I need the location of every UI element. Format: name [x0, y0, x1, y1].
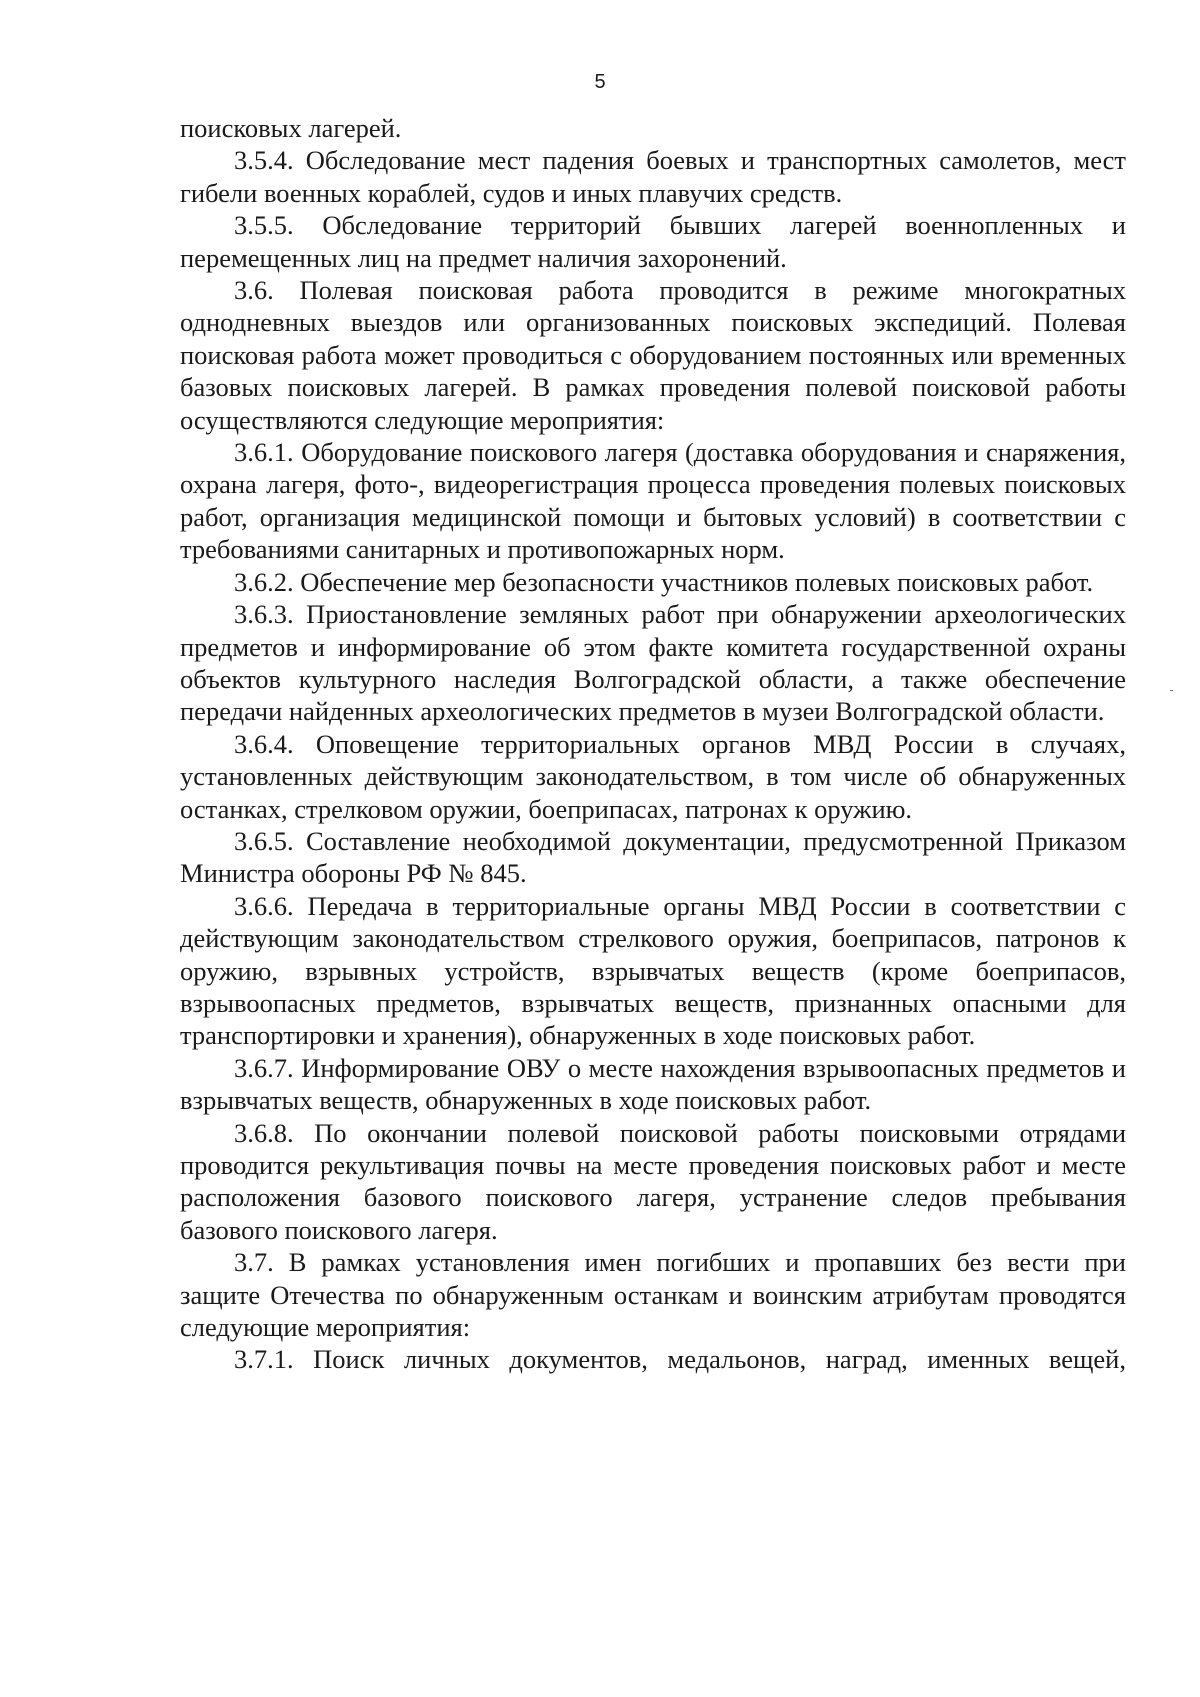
document-body: [180, 112, 1126, 1376]
paragraph-continuation: поисковых лагерей.: [180, 113, 402, 143]
paragraph-3-6: 3.6. Полевая поисковая работа проводится в режиме многократных однодневных выездов или организованных поисковых экспедиций. Полевая поисковая работа может проводиться с оборудованием постоянных или временных базовых поисковых лагерей. В рамках проведения полевой поисковой работы осуществляются следующие мероприятия:: [180, 275, 1126, 435]
paragraph-3-6-5: 3.6.5. Составление необходимой документации, предусмотренной Приказом Министра обороны РФ № 845.: [180, 825, 1126, 889]
paragraph-3-5-4: 3.5.4. Обследование мест падения боевых и транспортных самолетов, мест гибели военных кораблей, судов и иных плавучих средств.: [180, 145, 1126, 208]
paragraph-3-6-1: 3.6.1. Оборудование поискового лагеря (доставка оборудования и снаряжения, охрана лагеря, фото-, видеорегистрация процесса проведения полевых поисковых работ, организация медицинской помощи и бытовых условий) в соответствии с требованиями санитарных и противопожарных норм.: [180, 437, 1126, 565]
paragraph-3-6-7: 3.6.7. Информирование ОВУ о месте нахождения взрывоопасных предметов и взрывчатых веществ, обнаруженных в ходе поисковых работ.: [180, 1052, 1126, 1116]
scan-mark: [1170, 690, 1173, 691]
paragraph-3-5-5: 3.5.5. Обследование территорий бывших лагерей военнопленных и перемещенных лиц на предмет наличия захоронений.: [180, 210, 1126, 273]
page-number: 5: [594, 71, 606, 93]
paragraph-3-6-3: 3.6.3. Приостановление земляных работ при обнаружении археологических предметов и информирование об этом факте комитета государственной охраны объектов культурного наследия Волгоградской области, а также обеспечение передачи найденных археологических предметов в музеи Волгоградской области.: [180, 599, 1126, 727]
paragraph-3-6-2: 3.6.2. Обеспечение мер безопасности участников полевых поисковых работ.: [234, 566, 1094, 597]
paragraph-3-6-4: 3.6.4. Оповещение территориальных органов МВД России в случаях, установленных действующим законодательством, в том числе об обнаруженных останках, стрелковом оружии, боеприпасах, патронах к оружию.: [180, 728, 1126, 824]
paragraph-3-6-6: 3.6.6. Передача в территориальные органы МВД России в соответствии с действующим законодательством стрелкового оружия, боеприпасов, патронов к оружию, взрывных устройств, взрывчатых веществ (кроме боеприпасов, взрывоопасных предметов, взрывчатых веществ, признанных опасными для транспортировки и хранения), обнаруженных в ходе поисковых работ.: [180, 890, 1126, 1051]
paragraph-3-7-1: 3.7.1. Поиск личных документов, медальонов, наград, именных вещей,: [234, 1344, 1126, 1375]
paragraph-3-7: 3.7. В рамках установления имен погибших и пропавших без вести при защите Отечества по обнаруженным останкам и воинским атрибутам проводятся следующие мероприятия:: [180, 1247, 1126, 1343]
paragraph-3-6-8: 3.6.8. По окончании полевой поисковой работы поисковыми отрядами проводится рекультивация почвы на месте проведения поисковых работ и месте расположения базового поискового лагеря, устранение следов пребывания базового поискового лагеря.: [180, 1117, 1126, 1245]
